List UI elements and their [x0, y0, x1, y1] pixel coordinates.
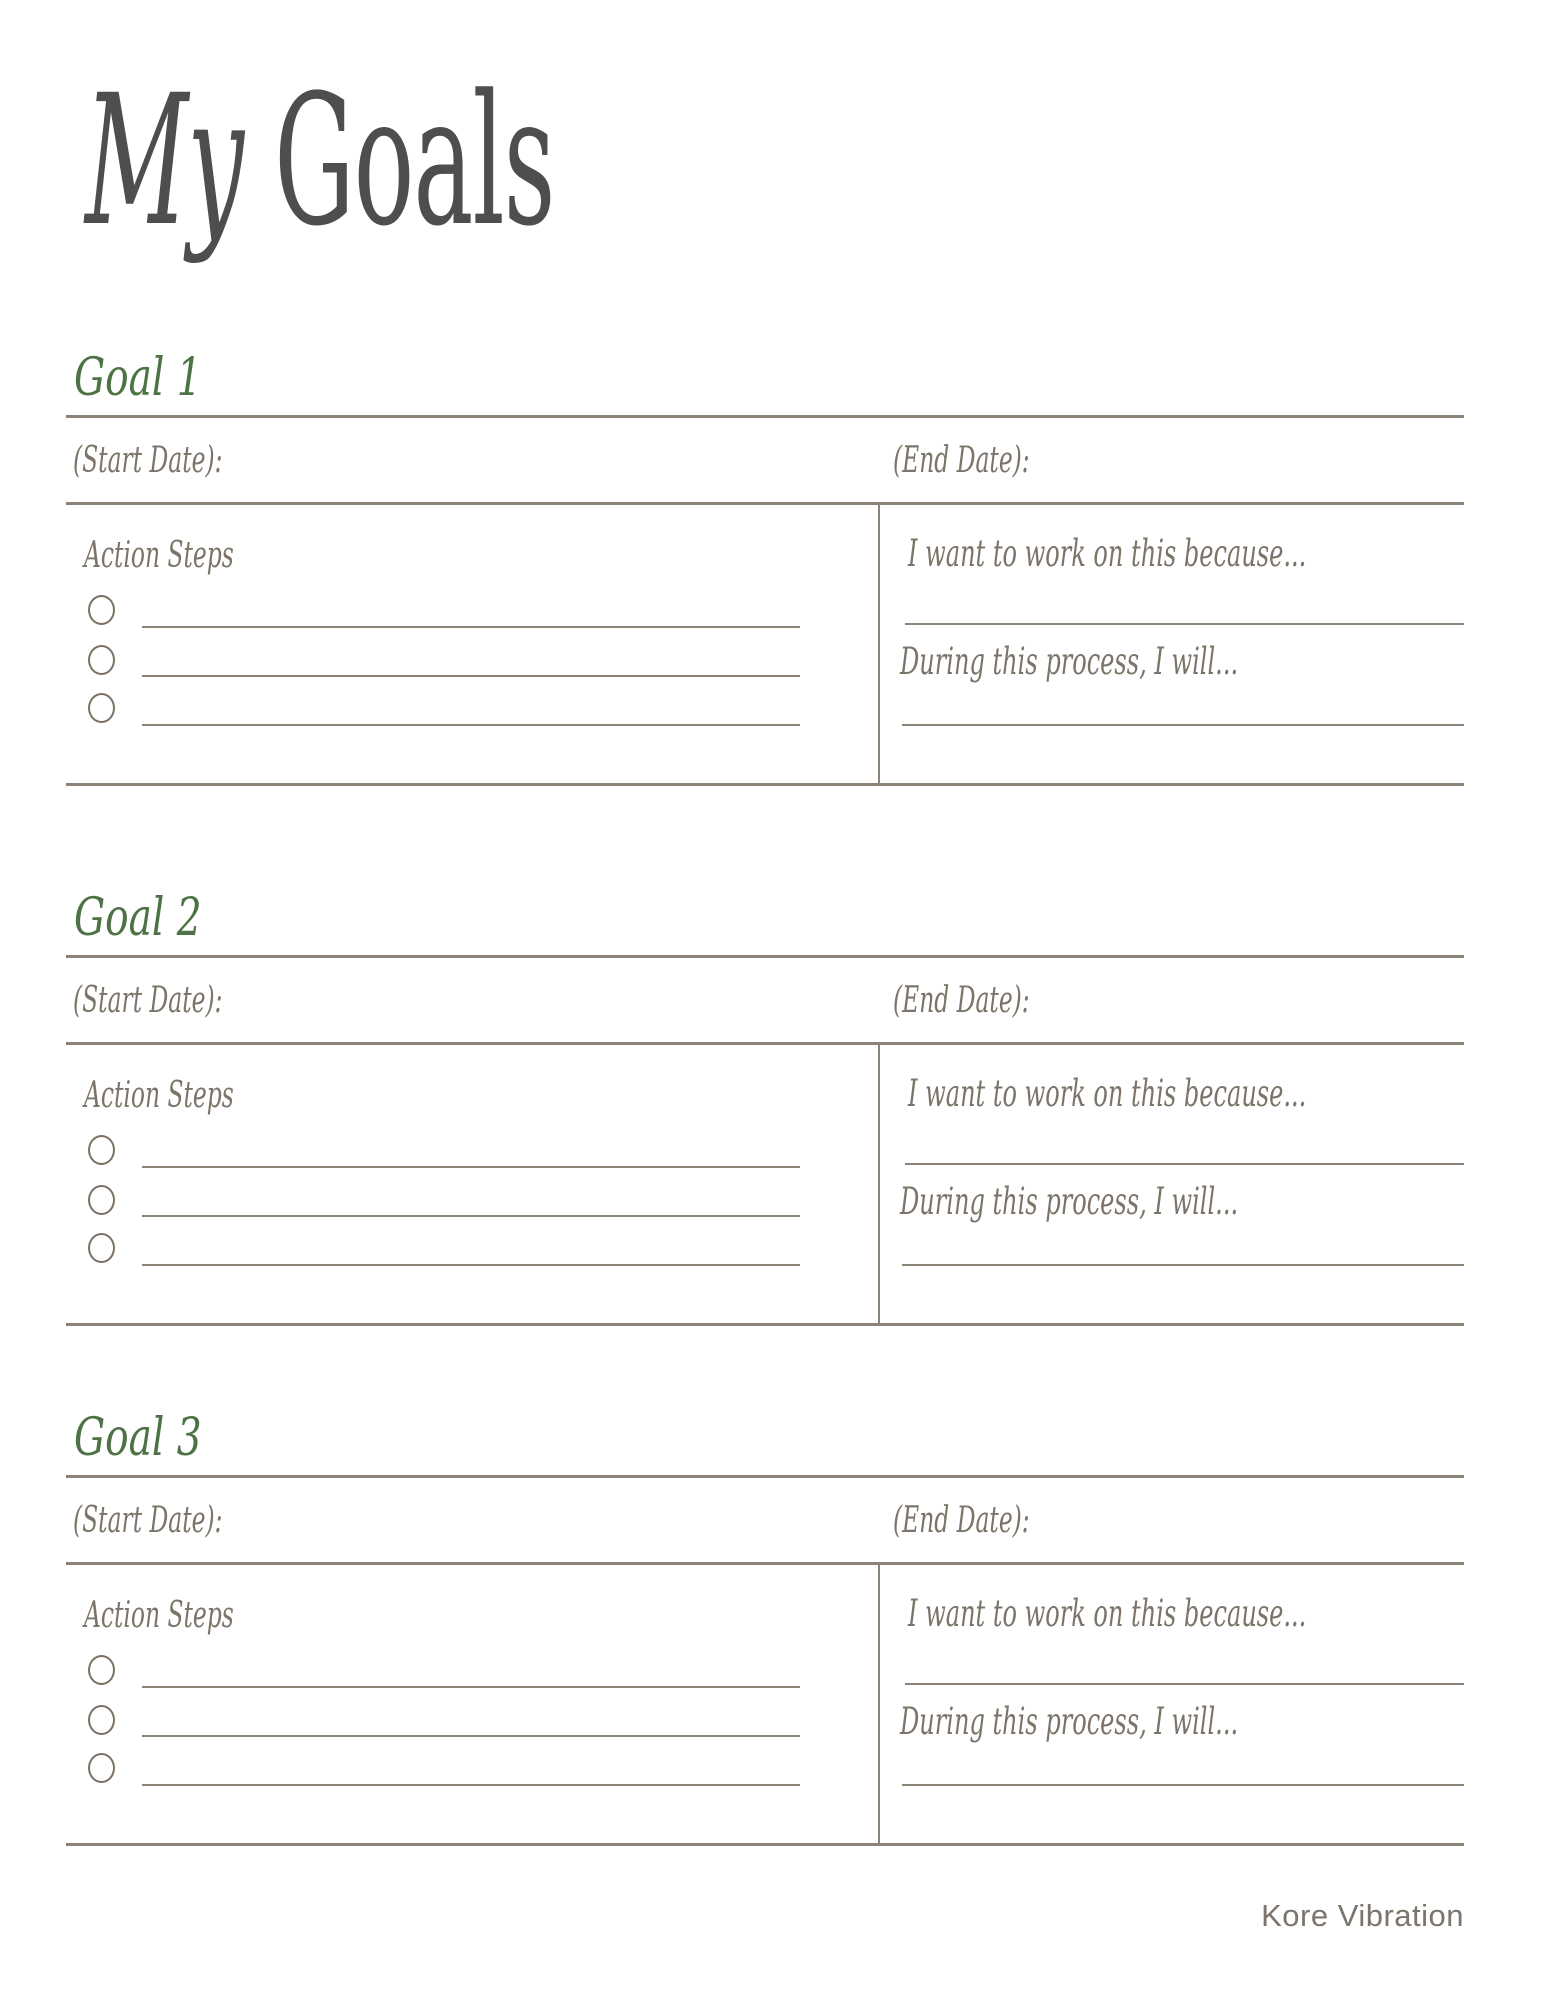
goal-3-action-steps-label: Action Steps — [84, 1595, 234, 1636]
goal-2-reason-write-line[interactable] — [905, 1163, 1464, 1165]
goal-2-step-3-write-line[interactable] — [142, 1264, 800, 1266]
goal-1-end-date-label: (End Date): — [893, 440, 1030, 481]
goal-section-1 — [66, 348, 1464, 791]
goal-2-step-2-checkbox-circle[interactable] — [88, 1185, 115, 1215]
goal-3-heading-rule — [66, 1475, 1464, 1478]
goal-2-bottom-rule — [66, 1323, 1464, 1326]
goal-1-step-3-checkbox-circle[interactable] — [88, 693, 115, 723]
page-title — [85, 57, 555, 266]
goal-2-heading-rule — [66, 955, 1464, 958]
goal-2-date-rule — [66, 1042, 1464, 1045]
goal-1-heading-rule — [66, 415, 1464, 418]
goal-3-step-3-checkbox-circle[interactable] — [88, 1753, 115, 1783]
goal-1-process-write-line[interactable] — [902, 724, 1464, 726]
goal-1-step-1-checkbox-circle[interactable] — [88, 595, 115, 625]
goal-2-step-1-checkbox-circle[interactable] — [88, 1135, 115, 1165]
goal-3-step-3-write-line[interactable] — [142, 1784, 800, 1786]
goal-3-bottom-rule — [66, 1843, 1464, 1846]
goal-3-step-1-checkbox-circle[interactable] — [88, 1655, 115, 1685]
goal-1-action-steps-label: Action Steps — [84, 535, 234, 576]
goal-3-reason-write-line[interactable] — [905, 1683, 1464, 1685]
goal-3-step-2-write-line[interactable] — [142, 1735, 800, 1737]
goal-3-process-write-line[interactable] — [902, 1784, 1464, 1786]
goal-2-reason-prompt: I want to work on this because... — [908, 1072, 1307, 1115]
goal-1-date-rule — [66, 502, 1464, 505]
goal-1-reason-write-line[interactable] — [905, 623, 1464, 625]
goal-2-process-write-line[interactable] — [902, 1264, 1464, 1266]
goal-3-end-date-label: (End Date): — [893, 1500, 1030, 1541]
goal-2-action-steps-label: Action Steps — [84, 1075, 234, 1116]
goal-2-step-1-write-line[interactable] — [142, 1166, 800, 1168]
goal-1-step-2-checkbox-circle[interactable] — [88, 645, 115, 675]
goal-2-end-date-label: (End Date): — [893, 980, 1030, 1021]
goal-section-3 — [66, 1408, 1464, 1851]
goal-1-heading: Goal 1 — [74, 348, 202, 408]
page-title-my: My — [85, 57, 244, 266]
page-title-goals: Goals — [274, 57, 555, 266]
goal-1-step-3-write-line[interactable] — [142, 724, 800, 726]
goal-1-step-2-write-line[interactable] — [142, 675, 800, 677]
footer-brand: Kore Vibration — [1261, 1898, 1464, 1933]
goal-1-reason-prompt: I want to work on this because... — [908, 532, 1307, 575]
goal-1-step-1-write-line[interactable] — [142, 626, 800, 628]
goal-1-bottom-rule — [66, 783, 1464, 786]
goal-3-process-prompt: During this process, I will... — [900, 1700, 1239, 1743]
goal-2-heading: Goal 2 — [74, 888, 202, 948]
goal-3-step-2-checkbox-circle[interactable] — [88, 1705, 115, 1735]
goal-3-step-1-write-line[interactable] — [142, 1686, 800, 1688]
goal-2-start-date-label: (Start Date): — [73, 980, 223, 1021]
goal-3-reason-prompt: I want to work on this because... — [908, 1592, 1307, 1635]
goal-2-step-3-checkbox-circle[interactable] — [88, 1233, 115, 1263]
goal-3-panel-divider — [878, 1562, 880, 1843]
goal-3-heading: Goal 3 — [74, 1408, 202, 1468]
goal-1-start-date-label: (Start Date): — [73, 440, 223, 481]
goal-1-panel-divider — [878, 502, 880, 783]
goal-1-process-prompt: During this process, I will... — [900, 640, 1239, 683]
goal-2-panel-divider — [878, 1042, 880, 1323]
goal-2-step-2-write-line[interactable] — [142, 1215, 800, 1217]
goal-2-process-prompt: During this process, I will... — [900, 1180, 1239, 1223]
goal-section-2 — [66, 888, 1464, 1331]
goal-3-start-date-label: (Start Date): — [73, 1500, 223, 1541]
goal-3-date-rule — [66, 1562, 1464, 1565]
